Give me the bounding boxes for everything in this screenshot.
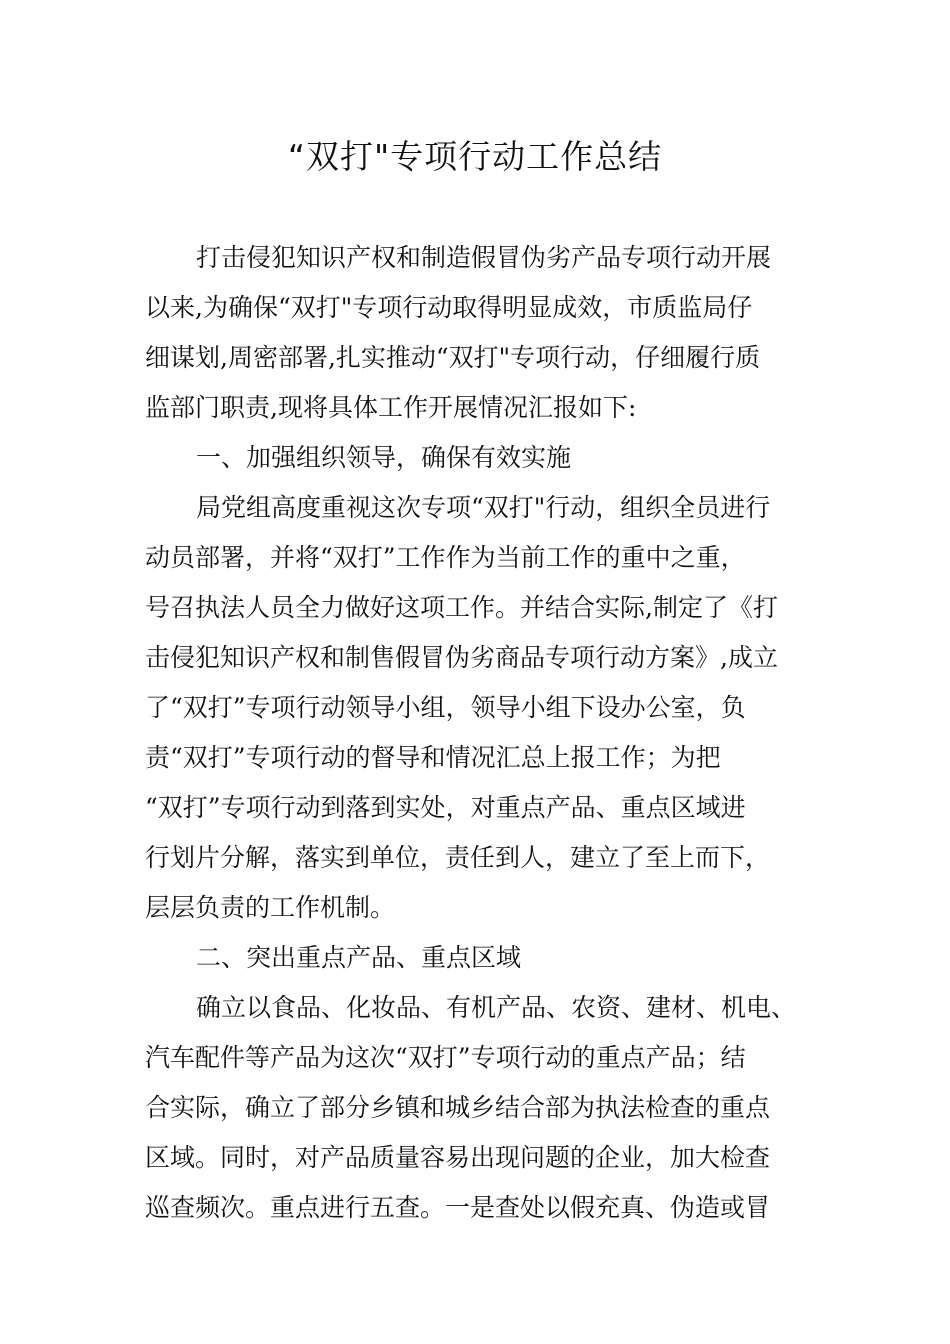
document-title: “双打"专项行动工作总结 [287,137,663,176]
paragraph-line: 号召执法人员全力做好这项工作。并结合实际,制定了《打 [145,593,778,622]
section-heading: 一、加强组织领导，确保有效实施 [196,443,572,472]
paragraph-line: 以来,为确保“双打"专项行动取得明显成效，市质监局仔 [145,293,753,322]
paragraph-line: “双打”专项行动到落到实处，对重点产品、重点区域进 [145,793,746,822]
paragraph-line: 合实际，确立了部分乡镇和城乡结合部为执法检查的重点 [145,1093,771,1122]
paragraph-line: 层层负责的工作机制。 [145,893,396,922]
paragraph-line: 动员部署，并将“双打”工作作为当前工作的重中之重， [145,543,746,572]
paragraph-line: 打击侵犯知识产权和制造假冒伪劣产品专项行动开展 [196,243,772,272]
paragraph-line: 汽车配件等产品为这次“双打”专项行动的重点产品；结 [145,1043,746,1072]
paragraph-line: 了“双打”专项行动领导小组，领导小组下设办公室，负 [145,693,746,722]
paragraph-line: 击侵犯知识产权和制售假冒伪劣商品专项行动方案》,成立 [145,643,778,672]
paragraph-line: 监部门职责,现将具体工作开展情况汇报如下: [145,393,637,422]
paragraph-line: 细谋划,周密部署,扎实推动“双打"专项行动，仔细履行质 [145,343,761,372]
paragraph-line: 责“双打”专项行动的督导和情况汇总上报工作；为把 [145,743,721,772]
paragraph-line: 巡查频次。重点进行五查。一是查处以假充真、伪造或冒 [145,1193,771,1222]
paragraph-line: 区域。同时，对产品质量容易出现问题的企业，加大检查 [145,1143,771,1172]
section-heading: 二、突出重点产品、重点区域 [196,943,522,972]
paragraph-line: 局党组高度重视这次专项“双打"行动，组织全员进行 [196,493,771,522]
paragraph-line: 确立以食品、化妆品、有机产品、农资、建材、机电、 [196,993,797,1022]
paragraph-line: 行划片分解，落实到单位，责任到人，建立了至上而下， [145,843,771,872]
